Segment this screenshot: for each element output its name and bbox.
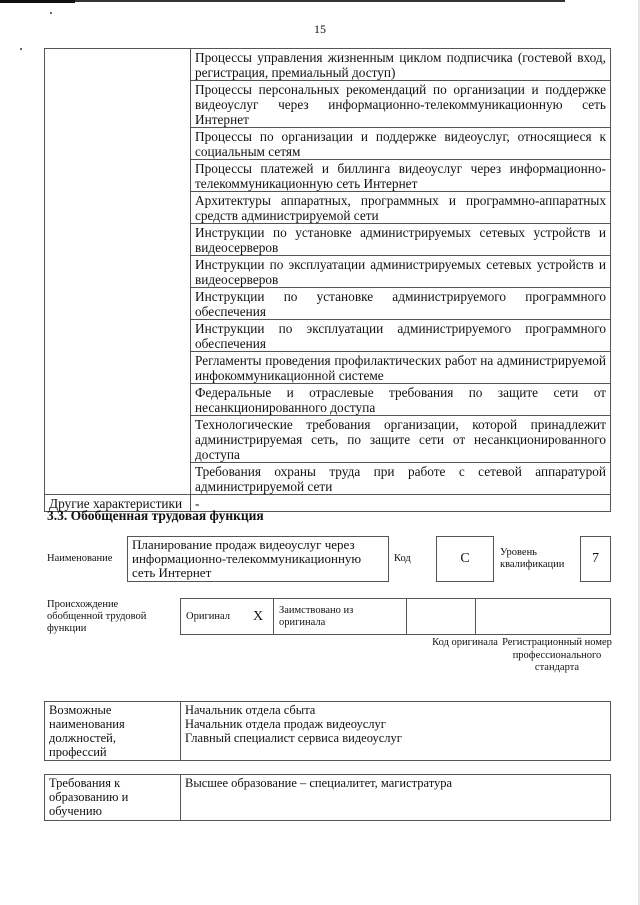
positions-table	[44, 701, 611, 761]
knowledge-item: Архитектуры аппаратных, программных и программно-аппаратных средств администрируемой сети	[191, 192, 611, 224]
borrowed-label: Заимствовано из оригинала	[274, 599, 407, 635]
education-table	[44, 774, 611, 821]
scan-edge-mark	[0, 0, 75, 3]
knowledge-item: Процессы управления жизненным циклом подписчика (гостевой вход, регистрация, премиальный доступ)	[191, 49, 611, 81]
knowledge-item: Инструкции по установке администрируемого программного обеспечения	[191, 288, 611, 320]
education-row	[45, 775, 611, 821]
knowledge-item: Процессы платежей и биллинга видеоуслуг через информационно-телекоммуникационную сеть Интернет	[191, 160, 611, 192]
knowledge-item: Инструкции по установке администрируемых сетевых устройств и видеосерверов	[191, 224, 611, 256]
knowledge-item: Требования охраны труда при работе с сетевой аппаратурой администрируемой сети	[191, 463, 611, 495]
original-code-cell	[407, 599, 476, 635]
position-item: Главный специалист сервиса видеоуслуг	[185, 731, 402, 745]
positions-row	[45, 702, 611, 761]
origin-table	[180, 598, 611, 635]
original-label: Оригинал	[181, 599, 244, 635]
knowledge-item: Технологические требования организации, которой принадлежит администрируемая сеть, по защите сети от несанкционированного доступа	[191, 416, 611, 463]
name-value-box: Планирование продаж видеоуслуг через информационно-телекоммуникационную сеть Интернет	[127, 536, 389, 582]
level-value-box: 7	[580, 536, 611, 582]
code-caption: Код оригинала	[432, 637, 498, 648]
reg-caption: Регистрационный номер профессионального стандарта	[502, 637, 612, 673]
knowledge-table	[44, 48, 611, 512]
education-value: Высшее образование – специалитет, магистратура	[181, 775, 611, 821]
reg-number-cell	[476, 599, 611, 635]
section-title: 3.3. Обобщенная трудовая функция	[47, 508, 264, 523]
original-mark: X	[243, 599, 274, 635]
knowledge-item: Инструкции по эксплуатации администрируемого программного обеспечения	[191, 320, 611, 352]
name-label: Наименование	[47, 553, 113, 564]
scan-speck	[50, 12, 52, 14]
positions-values	[181, 702, 611, 761]
knowledge-item: Процессы персональных рекомендаций по организации и поддержке видеоуслуг через информационно-телекоммуникационную сеть Интернет	[191, 81, 611, 128]
code-label: Код	[394, 553, 411, 564]
other-characteristics-label: Другие характеристики	[45, 495, 191, 512]
scan-edge-line	[0, 0, 565, 2]
knowledge-item: Регламенты проведения профилактических работ на администрируемой инфокоммуникационной системе	[191, 352, 611, 384]
scan-speck	[20, 48, 22, 50]
knowledge-item: Федеральные и отраслевые требования по защите сети от несанкционированного доступа	[191, 384, 611, 416]
code-value-box: C	[436, 536, 494, 582]
other-characteristics-value: -	[191, 495, 611, 512]
table-row	[45, 49, 611, 81]
knowledge-label-cell	[45, 49, 191, 495]
knowledge-item: Инструкции по эксплуатации администрируемых сетевых устройств и видеосерверов	[191, 256, 611, 288]
positions-label: Возможные наименования должностей, профессий	[45, 702, 181, 761]
level-label: Уровень квалификации	[500, 547, 565, 570]
origin-label: Происхождение обобщенной трудовой функции	[47, 599, 147, 634]
knowledge-item: Процессы по организации и поддержке видеоуслуг, относящиеся к социальным сетям	[191, 128, 611, 160]
position-item: Начальник отдела продаж видеоуслуг	[185, 717, 386, 731]
page-number: 15	[314, 22, 326, 36]
origin-row	[181, 599, 611, 635]
position-item: Начальник отдела сбыта	[185, 703, 316, 717]
education-label: Требования к образованию и обучению	[45, 775, 181, 821]
